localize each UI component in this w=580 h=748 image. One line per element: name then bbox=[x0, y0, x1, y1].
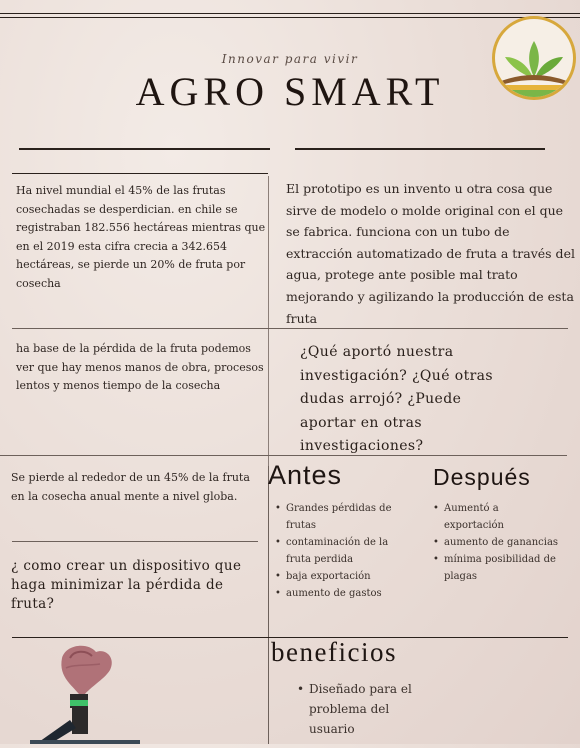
page-title: AGRO SMART bbox=[135, 69, 445, 114]
before-item: • baja exportación bbox=[275, 568, 403, 585]
before-item: • aumento de gastos bbox=[275, 585, 403, 602]
rule-right bbox=[295, 148, 545, 150]
before-item: • contaminación de la fruta perdida bbox=[275, 534, 403, 568]
rule-left-question bbox=[12, 541, 258, 542]
top-rule-2 bbox=[0, 17, 580, 18]
after-item: • aumento de ganancias bbox=[433, 534, 561, 551]
before-item: • Grandes pérdidas de frutas bbox=[275, 500, 403, 534]
prototype-paragraph: El prototipo es un invento u otra cosa que sirve de modelo o molde original con el que se fabrica. funciona con un tubo de extracción automatizado de fruta a través del agua, protege ante posible mal trato mejorando y agilizando la producción de esta fruta bbox=[286, 181, 575, 326]
intro-paragraph: Ha nivel mundial el 45% de las frutas cosechadas se desperdician. en chile se registraban 182.556 hectáreas mientras que en el 2019 esta cifra crecia a 342.654 hectáreas, se pierde un 20% de fruta por cosecha bbox=[16, 184, 266, 290]
after-heading: Después bbox=[433, 464, 531, 490]
loss-cause-paragraph: ha base de la pérdida de la fruta podemos ver que hay menos manos de obra, procesos lentos y menos tiempo de la cosecha bbox=[16, 342, 264, 392]
after-item: • Aumentó a exportación bbox=[433, 500, 561, 534]
top-rule bbox=[0, 13, 580, 14]
vertical-divider bbox=[268, 176, 269, 470]
vertical-divider-lower bbox=[268, 466, 269, 646]
rule-left bbox=[19, 148, 270, 150]
before-list bbox=[275, 500, 403, 602]
benefits-list bbox=[297, 679, 437, 739]
after-item: • mínima posibilidad de plagas bbox=[433, 551, 561, 585]
contribution-question: ¿Qué aportó nuestra investigación? ¿Qué otras dudas arrojó? ¿Puede aportar en otras investigaciones? bbox=[300, 344, 494, 454]
vertical-divider-bottom bbox=[268, 638, 269, 744]
global-loss-paragraph: Se pierde al rededor de un 45% de la fruta en la cosecha anual mente a nivel globa. bbox=[11, 471, 250, 503]
benefit-item: • Diseñado para el problema del usuario bbox=[297, 679, 437, 739]
agro-smart-logo bbox=[492, 16, 576, 100]
research-question: ¿ como crear un dispositivo que haga minimizar la pérdida de fruta? bbox=[11, 558, 242, 612]
before-heading: Antes bbox=[268, 460, 343, 490]
benefits-heading: beneficios bbox=[271, 637, 397, 667]
tagline: Innovar para vivir bbox=[221, 52, 359, 66]
device-photo bbox=[30, 640, 140, 744]
rule-left-top bbox=[12, 173, 268, 174]
sprout-icon bbox=[495, 19, 573, 97]
after-list bbox=[433, 500, 561, 585]
